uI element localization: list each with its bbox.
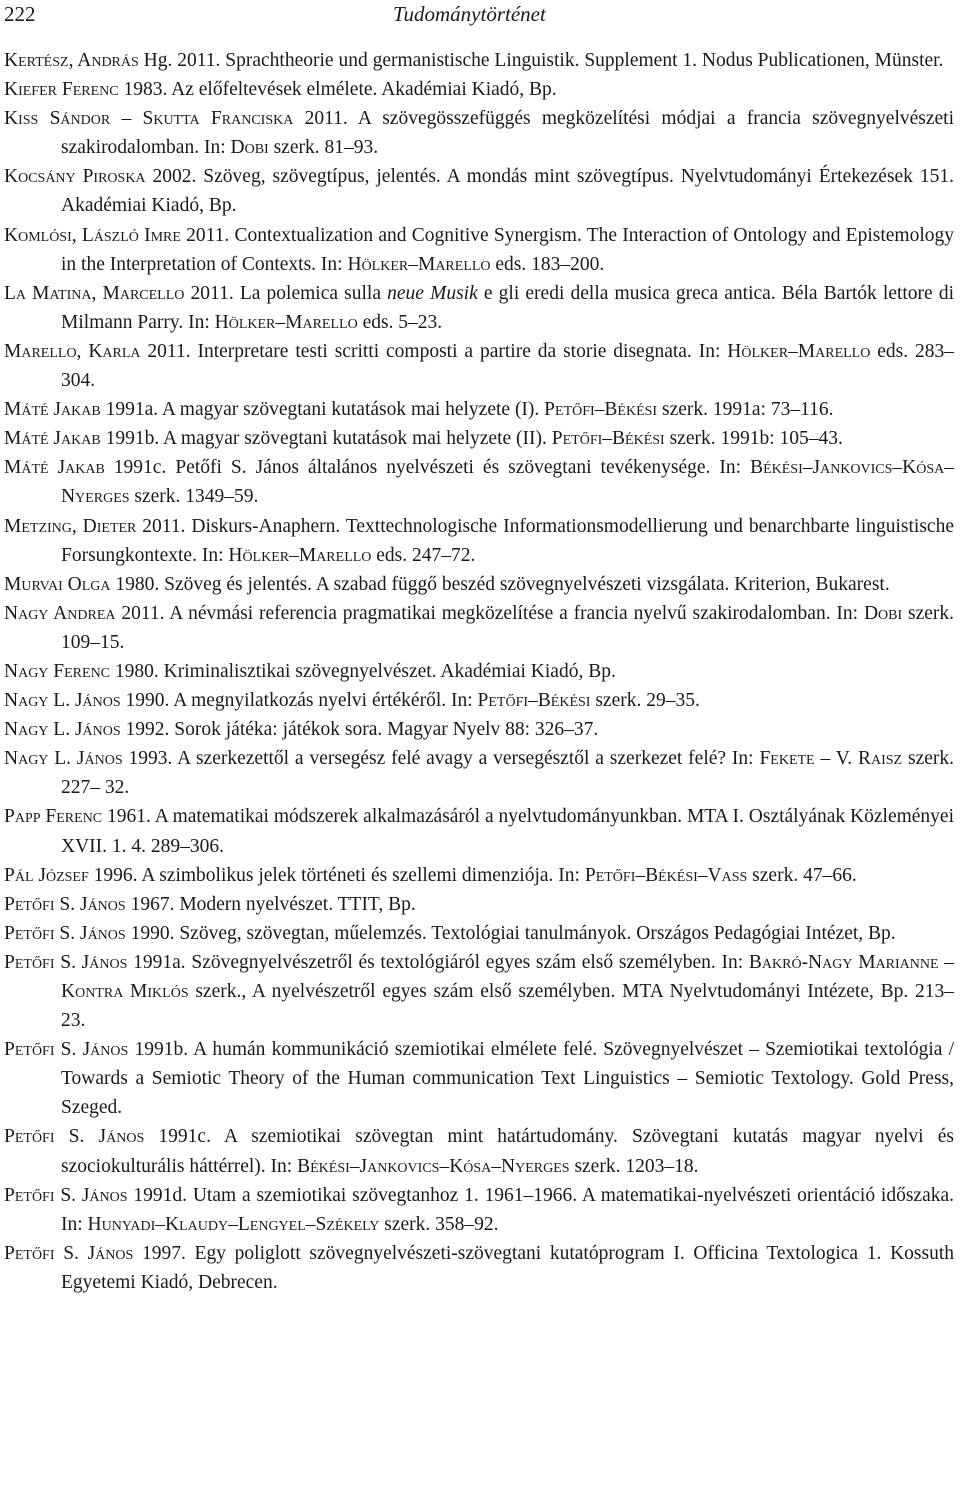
- reference-text: 1980. Kriminalisztikai szövegnyelvészet. Akadémiai Kiadó, Bp.: [110, 660, 616, 682]
- reference-text: 2002. Szöveg, szövegtípus, jelentés. A mondás mint szövegtípus. Nyelvtudományi Értekezések 151. Akadémiai Kiadó, Bp.: [61, 166, 954, 217]
- reference-text: 2011. Diskurs-Anaphern. Texttechnologische Informationsmodellierung und benarchbarte linguistische Forsungkontexte. In:: [61, 515, 954, 566]
- reference-author: Dobi: [863, 602, 903, 624]
- reference-author: Nagy Ferenc: [4, 660, 111, 682]
- reference-text: eds. 183–200.: [490, 253, 605, 275]
- reference-author: Petőfi S. János: [4, 1242, 134, 1264]
- page-number: 222: [4, 2, 36, 26]
- reference-author: Petőfi S. János: [4, 1126, 145, 1148]
- reference-author: Nagy L. János: [4, 719, 121, 741]
- reference-text: szerk. 227– 32.: [61, 748, 954, 799]
- reference-text: eds. 247–72.: [371, 544, 476, 566]
- reference-author: Petőfi–Békési–Vass: [584, 864, 748, 886]
- reference-author: Máté Jakab: [4, 399, 101, 421]
- reference-entry: [4, 686, 954, 715]
- reference-text: 1961. A matematikai módszerek alkalmazásáról a nyelvtudományunkban. MTA I. Osztályának Közleményei XVII. 1. 4. 289–306.: [61, 806, 954, 857]
- reference-text: eds. 283–304.: [61, 340, 954, 392]
- reference-text: szerk. 1203–18.: [569, 1155, 699, 1177]
- reference-author: Nagy Andrea: [4, 602, 116, 624]
- reference-text: 1967. Modern nyelvészet. TTIT, Bp.: [125, 893, 416, 915]
- reference-author: Petőfi S. János: [4, 951, 128, 973]
- reference-author: Petőfi S. János: [4, 922, 126, 944]
- reference-author: Hölker–Marello: [727, 340, 871, 362]
- reference-text: 1997. Egy poliglott szövegnyelvészeti-szövegtani kutatóprogram I. Officina Textologica 1. Kossuth Egyetemi Kiadó, Debrecen.: [61, 1242, 955, 1293]
- reference-entry: [4, 744, 954, 802]
- reference-entry: [4, 162, 954, 220]
- reference-entry: [4, 861, 954, 890]
- reference-author: Hölker–Marello: [214, 311, 358, 333]
- reference-author: Kertész, András: [4, 50, 139, 71]
- reference-text: 1991a. Szövegnyelvészetről és textológiáról egyes szám első személyben. In:: [127, 951, 749, 973]
- reference-entry: [4, 424, 954, 453]
- reference-author: Petőfi–Békési: [477, 690, 591, 712]
- reference-author: Petőfi S. János: [4, 1039, 129, 1061]
- reference-author: Komlósi, László Imre: [4, 224, 181, 246]
- reference-text: 2011. Interpretare testi scritti composti a partire da storie disegnata. In:: [140, 340, 728, 362]
- reference-author: Hölker–Marello: [347, 253, 491, 275]
- reference-text: szerk. 109–15.: [61, 602, 955, 653]
- reference-author: Murvai Olga: [4, 573, 111, 595]
- reference-text: szerk. 47–66.: [747, 864, 857, 886]
- reference-author: Kiefer Ferenc: [4, 79, 119, 101]
- reference-entry: [4, 599, 954, 657]
- reference-text: 1991d. Utam a szemiotikai szövegtanhoz 1. 1961–1966. A matematikai-nyelvészeti orientáció időszaka. In:: [61, 1184, 954, 1235]
- reference-text: 2011. La polemica sulla: [184, 282, 388, 304]
- reference-author: Petőfi S. János: [4, 1184, 128, 1206]
- reference-entry: [4, 75, 954, 104]
- reference-entry: [4, 802, 954, 860]
- reference-author: Petőfi S. János: [4, 893, 126, 915]
- reference-author: Dobi: [230, 137, 269, 159]
- reference-author: Petőfi–Békési: [544, 399, 658, 421]
- reference-entry: [4, 890, 954, 919]
- reference-author: Nagy L. János: [4, 690, 121, 712]
- reference-author: Békési–Jankovics–Kósa–Nyerges: [297, 1155, 570, 1177]
- reference-text: eds. 5–23.: [357, 311, 443, 333]
- reference-author: Fekete – V. Raisz: [759, 748, 903, 770]
- reference-author: Marello, Karla: [4, 340, 141, 362]
- reference-entry: [4, 46, 954, 75]
- reference-entry: [4, 512, 954, 570]
- reference-text: 1991b. A magyar szövegtani kutatások mai helyzete (II).: [100, 428, 552, 450]
- reference-text: 1991c. A szemiotikai szövegtan mint határtudomány. Szövegtani kutatás magyar nyelvi és szociokulturális háttérrel). In:: [61, 1126, 955, 1177]
- reference-entry: [4, 221, 954, 279]
- reference-author: Papp Ferenc: [4, 806, 103, 828]
- reference-text: 1990. Szöveg, szövegtan, műelemzés. Textológiai tanulmányok. Országos Pedagógiai Intézet, Bp.: [125, 922, 896, 944]
- reference-text: 1991a. A magyar szövegtani kutatások mai helyzete (I).: [100, 399, 545, 421]
- reference-entry: [4, 1035, 954, 1122]
- reference-entry: [4, 453, 954, 511]
- reference-author: Békési–Jankovics–Kósa–Nyerges: [61, 457, 955, 508]
- reference-author: Máté Jakab: [4, 428, 101, 450]
- reference-author: Nagy L. János: [4, 748, 123, 770]
- reference-text: szerk. 81–93.: [268, 137, 379, 159]
- running-title: Tudománytörténet: [393, 2, 546, 26]
- reference-list: [4, 46, 954, 1297]
- reference-entry: [4, 1181, 954, 1239]
- reference-entry: [4, 104, 954, 162]
- reference-entry: [4, 715, 954, 744]
- reference-text: szerk. 29–35.: [590, 690, 700, 712]
- reference-text: 2011. Contextualization and Cognitive Synergism. The Interaction of Ontology and Epistemology in the Interpretation of Contexts. In:: [61, 224, 955, 275]
- reference-italic-text: neue Musik: [387, 282, 478, 304]
- reference-entry: [4, 1239, 954, 1297]
- reference-text: 1990. A megnyilatkozás nyelvi értékéről. In:: [120, 690, 478, 712]
- reference-author: Hunyadi–Klaudy–Lengyel–Székely: [87, 1213, 380, 1235]
- reference-text: 1980. Szöveg és jelentés. A szabad függő beszéd szövegnyelvészeti vizsgálata. Kriterion, Bukarest.: [110, 573, 890, 595]
- reference-text: 1991c. Petőfi S. János általános nyelvészeti és szövegtani tevékenysége. In:: [104, 457, 751, 479]
- reference-entry: [4, 948, 954, 1035]
- reference-text: 1991b. A humán kommunikáció szemiotikai elmélete felé. Szövegnyelvészet – Szemiotikai textológia / Towards a Semiotic Theory of the Human communication Text Linguistics – Semiotic Textology. Gold Press, Szeged.: [61, 1039, 954, 1119]
- reference-text: Hg. 2011. Sprachtheorie und germanistische Linguistik. Supplement 1. Nodus Publicationen, Münster.: [138, 50, 944, 71]
- reference-author: La Matina, Marcello: [4, 282, 185, 304]
- reference-text: 2011. A szövegösszefüggés megközelítési módjai a francia szövegnyelvészeti szakirodalomban. In:: [61, 108, 954, 159]
- reference-text: e gli eredi della musica greca antica. Béla Bartók lettore di Milmann Parry. In:: [61, 282, 955, 333]
- reference-author: Petőfi–Békési: [551, 428, 665, 450]
- reference-author: Kiss Sándor – Skutta Franciska: [4, 108, 294, 130]
- reference-author: Máté Jakab: [4, 457, 105, 479]
- reference-author: Pál József: [4, 864, 89, 886]
- reference-author: Bakró-Nagy Marianne – Kontra Miklós: [61, 951, 955, 1002]
- reference-author: Metzing, Dieter: [4, 515, 137, 537]
- reference-entry: [4, 279, 954, 337]
- reference-entry: [4, 1122, 954, 1180]
- reference-text: 1983. Az előfeltevések elmélete. Akadémiai Kiadó, Bp.: [118, 79, 557, 101]
- reference-entry: [4, 919, 954, 948]
- reference-author: Hölker–Marello: [228, 544, 372, 566]
- reference-author: Kocsány Piroska: [4, 166, 146, 188]
- reference-entry: [4, 337, 954, 395]
- reference-text: 1993. A szerkezettől a versegész felé avagy a versegésztől a szerkezet felé? In:: [122, 748, 760, 770]
- reference-text: 1992. Sorok játéka: játékok sora. Magyar Nyelv 88: 326–37.: [120, 719, 599, 741]
- reference-text: szerk., A nyelvészetről egyes szám első személyben. MTA Nyelvtudományi Intézete, Bp. 213–23.: [61, 981, 954, 1032]
- reference-text: 1996. A szimbolikus jelek történeti és szellemi dimenziója. In:: [88, 864, 585, 886]
- reference-text: szerk. 1349–59.: [129, 486, 259, 508]
- reference-entry: [4, 570, 954, 599]
- reference-entry: [4, 395, 954, 424]
- reference-text: 2011. A névmási referencia pragmatikai megközelítése a francia nyelvű szakirodalomban. In:: [115, 602, 864, 624]
- reference-text: szerk. 1991b: 105–43.: [664, 428, 843, 450]
- reference-text: szerk. 358–92.: [379, 1213, 499, 1235]
- page-header: [0, 2, 960, 28]
- reference-text: szerk. 1991a: 73–116.: [657, 399, 834, 421]
- reference-entry: [4, 657, 954, 686]
